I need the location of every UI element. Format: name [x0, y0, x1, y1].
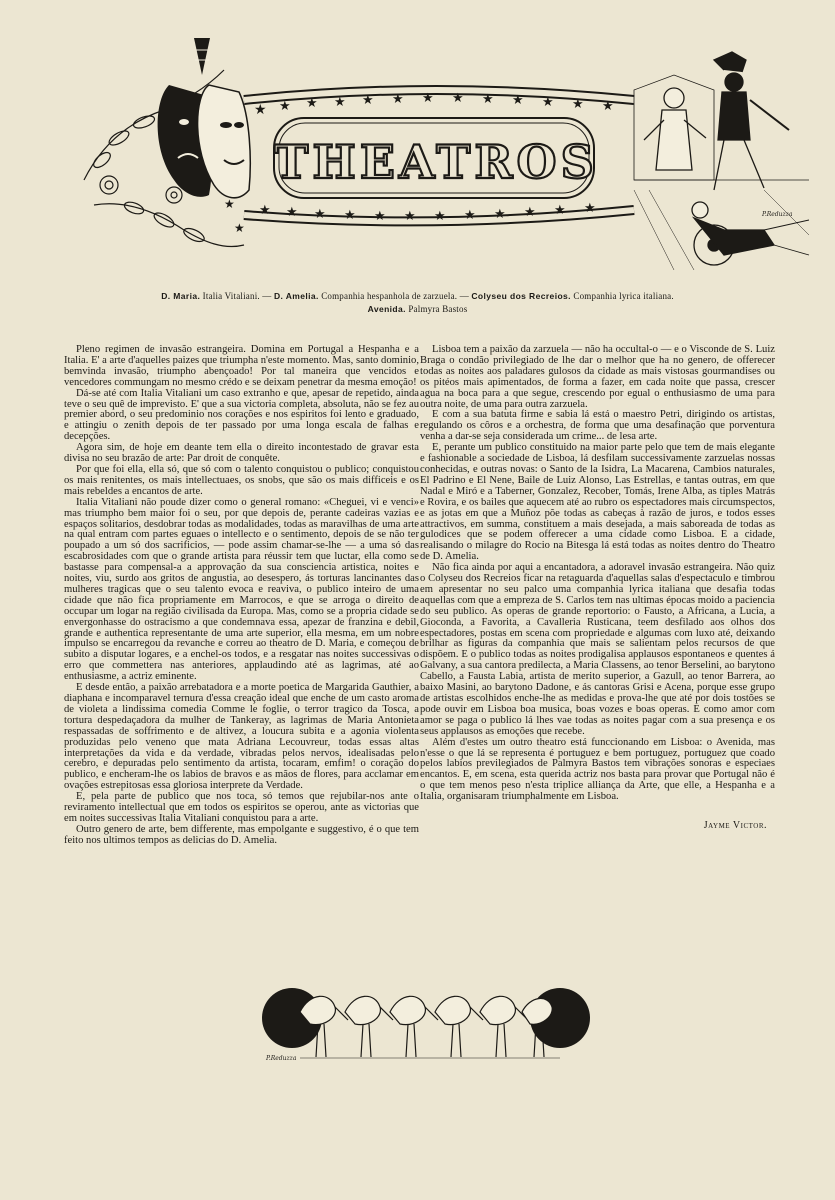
theatre-listing-line-1	[60, 291, 775, 301]
svg-text:★: ★	[374, 209, 386, 224]
svg-text:★: ★	[482, 92, 494, 107]
svg-text:★: ★	[422, 91, 434, 106]
theatre-masks	[158, 38, 251, 198]
theatre-program: Companhia hespanhola de zarzuela. —	[318, 291, 472, 301]
storks-footer-illustration	[260, 982, 595, 1064]
article-paragraph: Não fica ainda por aqui a encantadora, a adoravel invasão estrangeira. Não quiz o Colyseu dos Recreios ficar na retaguarda d'aquellas salas d'espectaculo e timbrou em apresentar no seu palco uma companhia lyrica italiana que desafia todas aquellas com que a empreza de S. Carlos tem nas ultimas épocas moido a paciencia do seu publico. As operas de grande reportorio: o Fausto, a Africana, a Lucia, a Gioconda, a Favorita, a Cavalleria Rusticana, teem desfilado aos olhos dos espectadores, postas em scena com propriedade e algumas com luxo até, deixando brilhar as figuras da companhia que mais se salientam pelos recursos de que dispõem. E o publico todas as noites prodigalisa applausos espontaneos e quentes á Galvany, a sua cantora predilecta, a Maria Classens, ao tenor Berselini, ao barytono Cabello, a Fausta Labia, artista de merito superior, a Gazull, ao tenor Barrera, ao baixo Masini, ao barytono Dadone, e ás cantoras Grisi e Acena, porque esse grupo de artistas escolhidos enche-lhe as medidas e prova-lhe que até por dois tostões se pode ouvir em Lisboa boa musica, boas vozes e boas operas. E como amor com amor se paga o publico lá lhes vae todas as noites pagar com a sua presença e os seus applausos as emoções que recebe.	[420, 562, 775, 737]
header-artist-signature: P.Reduzza	[762, 211, 793, 218]
article-paragraph: Agora sim, de hoje em deante tem ella o direito incontestado de gravar esta divisa no seu brazão de arte: Par droit de conquête.	[64, 442, 419, 465]
svg-text:★: ★	[452, 91, 464, 106]
theatre-program: Companhia lyrica italiana.	[570, 291, 674, 301]
article-paragraph: E, perante um publico constituido na maior parte pelo que tem de mais elegante e fashionable a sociedade de Lisboa, lá desfilam successivamente zarzuelas nossas conhecidas, e outras novas: o Santo de la Isidra, La Macarena, Cambios naturales, El Padrino e El Nene, Baile de Luiz Alonso, Las Estrellas, e tantas outras, em que Nadal e Miró e a Taberner, Gonzalez, Recober, Tomás, Irene Alba, as tiples Matrás e Rovira, e os bailes que aquecem até ao rubro os espectadores mais circumspectos, e as jotas em que a Muñoz põe todas as cabeças à razão de juros, e todos esses attractivos, em summa, constituem a mais desejada, a mais saboreada de todas as gulodices que se podem offerecer a uma cidade como Lisboa. E a cidade, realisando o milagre do Rocio na Bitesga lá está todas as noites dentro do Theatro de D. Amelia.	[420, 442, 775, 563]
svg-text:★: ★	[259, 203, 271, 218]
footer-artist-signature: P.Reduzza	[266, 1055, 297, 1062]
article-paragraph: Além d'estes um outro theatro está funccionando em Lisboa: o Avenida, mas n'esse o que lá se representa é portuguez e bem portuguez, portuguez que coado pelos labios previlegiados de Palmyra Bastos tem vibrações sonoras e especiaes encantos. E, em scena, esta querida actriz nos basta para provar que Portugal não é o que tem menos peso n'esta triplice alliança da Arte, que elle, a Hespanha e a Italia, organisaram triumphalmente em Lisboa.	[420, 736, 775, 803]
theatros-header-illustration	[74, 30, 814, 272]
svg-text:★: ★	[392, 92, 404, 107]
article-paragraph: Pleno regimen de invasão estrangeira. Domina em Portugal a Hespanha e a Italia. E' a arte d'aquelles paizes que triumpha n'este momento. Mas, santo dominio, bemvinda invasão, triumpho abençoado! Por tal maneira que vencidos e vencedores commungam no mesmo crédo e se deixam penetrar da mesma emoção!	[64, 344, 419, 388]
svg-text:★: ★	[362, 93, 374, 108]
article-paragraph: E com a sua batuta firme e sabia lá está o maestro Petri, dirigindo os artistas, regulando os côros e a orchestra, de forma que uma desafinação que porventura venha a dar-se seja considerada um crime... de lesa arte.	[420, 409, 775, 443]
svg-text:★: ★	[554, 203, 566, 218]
svg-text:★: ★	[524, 205, 536, 220]
author-signature: Jayme Victor.	[703, 820, 767, 832]
article-paragraph: Italia Vitaliani não poude dizer como o general romano: «Cheguei, vi e venci» mas triumpho bem maior foi o seu, por que depois de, perante cadeiras vazias e espaços solitarios, desdobrar todas as modalidades, todas as maravilhas de uma arte na qual entram com partes eguaes o intellecto e o sentimento, depois de se não ter poupado a um só dos sacrificios, — pode assim chamar-se-lhe — a uma só das escabrosidades com que o grande artista para réussir tem que luctar, ella como se bastasse para compensal-a a approvação da sua consciencia artistica, noites e noites, viu, surdo aos gritos de angustia, ao desespero, ás torturas lancinantes das mulheres tragicas que o seu talento evoca e reaviva, o publico inteiro de uma cidade que não fica propriamente em Marrocos, e que se arroga o direito de occupar um logar na região civilisada da Europa. Mas, como se a propria cidade se envergonhasse do ostracismo a que condemnava essa, apezar de franzina e debil, grande e authentica representante de uma arte superior, ella mesma, em um nobre impulso se encarregou da revanche e correu ao theatro de D. Maria, e começou de subito a disputar logares, e a enchel-os todos, e a resgatar nas noites successivas o erro que commettera nas anteriores, applaudindo até as lagrimas, até ao enthusiasme, a actriz eminente.	[64, 496, 419, 683]
svg-text:★: ★	[286, 205, 298, 220]
svg-text:★: ★	[314, 207, 326, 222]
theatre-name: Avenida.	[367, 304, 406, 314]
article-right-column	[420, 345, 775, 832]
svg-text:★: ★	[542, 95, 554, 110]
theatre-program: Italia Vitaliani. —	[200, 291, 274, 301]
theatre-name: D. Maria.	[161, 291, 201, 301]
svg-text:★: ★	[254, 102, 267, 118]
article-paragraph: Por que foi ella, ella só, que só com o talento conquistou o publico; conquistou os mais renitentes, os mais intellectuaes, os snobs, que são os mais difficeis e os mais rebeldes a encantos de arte.	[64, 463, 419, 497]
svg-text:★: ★	[224, 197, 235, 211]
stage-figures-illustration	[634, 52, 809, 270]
svg-text:★: ★	[572, 97, 584, 112]
theatre-program: Palmyra Bastos	[405, 304, 468, 314]
svg-text:★: ★	[306, 96, 318, 111]
svg-text:★: ★	[464, 208, 476, 223]
article-paragraph: E desde então, a paixão arrebatadora e a morte poetica de Margarida Gauthier, a diaphana e incomparavel ternura d'essa creação ideal que enche de um casto aroma de violeta a lindissima comedia Comme le foglie, o terror tragico da Tosca, a tortura despedaçadora da mulher de Tankeray, as lagrimas de Maria Antonieta respassadas de soffrimento e de altivez, a loucura subita e a agonia violenta produzidas pelo veneno que mata Adriana Lecouvreur, todas essas altas interpretações da vida e da verdade, vibradas pelos nervos, idealisadas pelo cerebro, e depuradas pelo sentimento da artista, tocaram, emfim! o coração do publico, e encheram-lhe os labios de bravos e as mãos de flores, para acclamar em ovações estrepitosas essa gloriosa interprete da Verdade.	[64, 682, 419, 792]
article-paragraph: Lisboa tem a paixão da zarzuela — não ha occultal-o — e o Visconde de S. Luiz Braga o condão privilegiado de lhe dar o melhor que ha no genero, de offerecer todas as noites aos paladares gulosos da cidade as mais vistosas gourmandises ou os pitéos mais apimentados, de forma a fazer, em cada noite que passa, crescer agua na boca para a que segue, crescendo por egual o enthusiasmo de uma para outra noite, de uma para outra zarzuela.	[420, 344, 775, 410]
article-left-column	[64, 345, 419, 847]
article-paragraph: E, pela parte de publico que nos toca, só temos que rejubilar-nos ante o reviramento intellectual que em todos os espiritos se operou, ante as victorias que em noites successivas Italia Vitaliani conquistou para a arte.	[64, 791, 419, 824]
svg-text:★: ★	[512, 93, 524, 108]
svg-text:★: ★	[234, 221, 245, 235]
theatre-name: Colyseu dos Recreios.	[471, 291, 571, 301]
header-title: THEATROS	[274, 135, 598, 189]
svg-text:★: ★	[279, 99, 291, 114]
svg-text:★: ★	[344, 208, 356, 223]
svg-text:★: ★	[584, 201, 596, 216]
theatre-listing-line-2	[60, 304, 775, 314]
svg-text:★: ★	[602, 99, 614, 114]
article-paragraph: Outro genero de arte, bem differente, mas empolgante e suggestivo, é o que tem feito nos ultimos tempos as delicias do D. Amelia.	[64, 823, 419, 846]
article-paragraph: Dá-se até com Italia Vitaliani um caso extranho e que, apesar de repetido, ainda teve o seu quê de imprevisto. E' que a sua victoria completa, absoluta, não se fez au premier abord, o seu predominio nos corações e nos espiritos foi lento e graduado, e attingiu o zenith depois de ter passado por uma longa escala de falhas e decepções.	[64, 387, 419, 443]
stork-row	[300, 996, 560, 1058]
svg-text:★: ★	[494, 207, 506, 222]
svg-text:★: ★	[334, 95, 346, 110]
svg-text:★: ★	[404, 209, 416, 224]
theatre-name: D. Amelia.	[273, 291, 319, 301]
svg-text:★: ★	[434, 209, 446, 224]
